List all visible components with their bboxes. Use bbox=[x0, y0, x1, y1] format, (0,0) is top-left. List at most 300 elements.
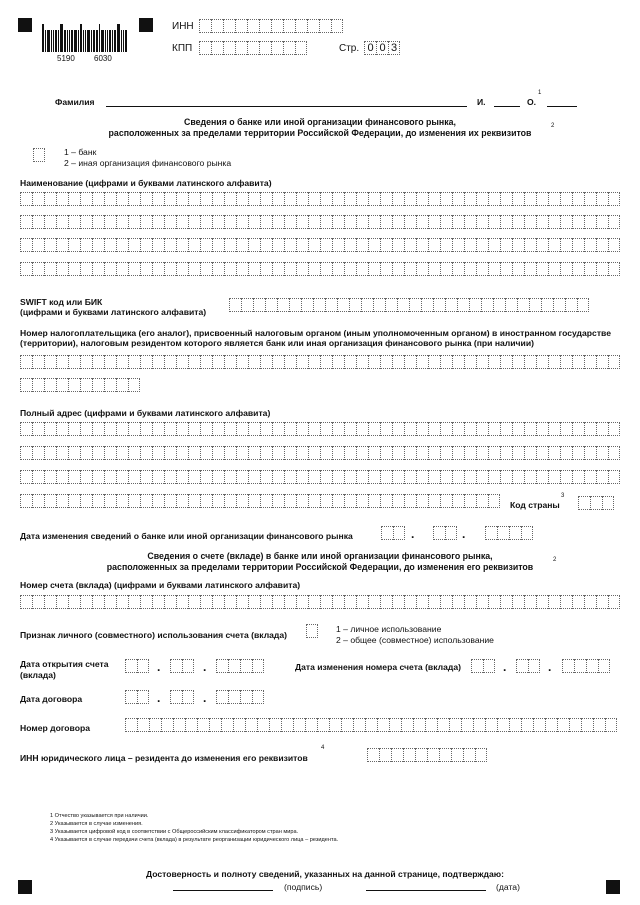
cell[interactable] bbox=[464, 470, 476, 484]
cell[interactable] bbox=[521, 526, 533, 540]
cell[interactable] bbox=[344, 422, 356, 436]
cell[interactable] bbox=[433, 298, 445, 312]
cell[interactable] bbox=[308, 595, 320, 609]
cell[interactable] bbox=[368, 238, 380, 252]
cell[interactable] bbox=[224, 422, 236, 436]
cell[interactable] bbox=[56, 262, 68, 276]
cell[interactable] bbox=[56, 378, 68, 392]
cell[interactable] bbox=[170, 659, 182, 673]
cell[interactable] bbox=[116, 494, 128, 508]
cell[interactable] bbox=[608, 422, 620, 436]
cell[interactable] bbox=[236, 355, 248, 369]
cell[interactable] bbox=[392, 238, 404, 252]
cell[interactable] bbox=[471, 659, 483, 673]
cell[interactable] bbox=[92, 470, 104, 484]
cell[interactable] bbox=[32, 494, 44, 508]
cell[interactable] bbox=[257, 718, 269, 732]
cell[interactable] bbox=[176, 355, 188, 369]
cell[interactable] bbox=[176, 238, 188, 252]
cell[interactable] bbox=[188, 262, 200, 276]
cell[interactable] bbox=[404, 238, 416, 252]
cell[interactable] bbox=[223, 19, 235, 33]
cell[interactable] bbox=[209, 718, 221, 732]
cell[interactable] bbox=[92, 446, 104, 460]
cell[interactable] bbox=[320, 422, 332, 436]
cell[interactable] bbox=[301, 298, 313, 312]
cell[interactable] bbox=[416, 595, 428, 609]
cell[interactable] bbox=[440, 446, 452, 460]
cell[interactable] bbox=[20, 378, 32, 392]
cell[interactable] bbox=[404, 446, 416, 460]
cell[interactable] bbox=[140, 422, 152, 436]
signature-input[interactable] bbox=[173, 890, 273, 891]
cell[interactable] bbox=[344, 238, 356, 252]
cell[interactable] bbox=[488, 215, 500, 229]
cell[interactable] bbox=[235, 19, 247, 33]
cell[interactable] bbox=[259, 41, 271, 55]
cell[interactable] bbox=[548, 215, 560, 229]
cell[interactable] bbox=[356, 595, 368, 609]
cell[interactable] bbox=[509, 718, 521, 732]
cell[interactable] bbox=[524, 422, 536, 436]
cell[interactable] bbox=[296, 494, 308, 508]
cell[interactable] bbox=[228, 659, 240, 673]
cell[interactable] bbox=[152, 262, 164, 276]
cell[interactable] bbox=[584, 192, 596, 206]
cell[interactable] bbox=[284, 355, 296, 369]
cell[interactable] bbox=[452, 238, 464, 252]
cell[interactable] bbox=[236, 215, 248, 229]
cell[interactable] bbox=[44, 595, 56, 609]
cell[interactable] bbox=[577, 298, 589, 312]
cell[interactable] bbox=[284, 494, 296, 508]
cell[interactable] bbox=[557, 718, 569, 732]
cell[interactable] bbox=[188, 422, 200, 436]
cell[interactable] bbox=[368, 446, 380, 460]
cell[interactable] bbox=[80, 470, 92, 484]
cell[interactable] bbox=[199, 41, 211, 55]
cell[interactable] bbox=[373, 298, 385, 312]
contract-date-day[interactable] bbox=[125, 690, 149, 704]
cell[interactable] bbox=[248, 262, 260, 276]
cell[interactable] bbox=[368, 215, 380, 229]
cell[interactable] bbox=[224, 238, 236, 252]
cell[interactable] bbox=[260, 470, 272, 484]
cell[interactable] bbox=[116, 192, 128, 206]
cell[interactable] bbox=[500, 215, 512, 229]
cell[interactable] bbox=[228, 690, 240, 704]
cell[interactable] bbox=[320, 355, 332, 369]
cell[interactable] bbox=[236, 238, 248, 252]
cell[interactable] bbox=[367, 748, 379, 762]
cell[interactable] bbox=[32, 355, 44, 369]
cell[interactable] bbox=[253, 298, 265, 312]
cell[interactable] bbox=[284, 446, 296, 460]
cell[interactable] bbox=[476, 494, 488, 508]
cell[interactable] bbox=[128, 422, 140, 436]
cell[interactable] bbox=[488, 238, 500, 252]
cell[interactable] bbox=[188, 595, 200, 609]
cell[interactable] bbox=[344, 215, 356, 229]
cell[interactable] bbox=[200, 470, 212, 484]
cell[interactable] bbox=[245, 718, 257, 732]
cell[interactable] bbox=[212, 355, 224, 369]
cell[interactable] bbox=[236, 595, 248, 609]
cell[interactable] bbox=[161, 718, 173, 732]
cell[interactable] bbox=[437, 718, 449, 732]
cell[interactable] bbox=[104, 378, 116, 392]
cell[interactable] bbox=[56, 192, 68, 206]
cell[interactable] bbox=[272, 215, 284, 229]
cell[interactable] bbox=[211, 41, 223, 55]
cell[interactable] bbox=[20, 215, 32, 229]
cell[interactable] bbox=[296, 470, 308, 484]
cell[interactable] bbox=[608, 262, 620, 276]
cell[interactable] bbox=[56, 422, 68, 436]
cell[interactable] bbox=[404, 215, 416, 229]
cell[interactable] bbox=[224, 446, 236, 460]
cell[interactable] bbox=[590, 496, 602, 510]
cell[interactable] bbox=[128, 192, 140, 206]
cell[interactable] bbox=[536, 422, 548, 436]
cell[interactable] bbox=[152, 446, 164, 460]
cell[interactable] bbox=[235, 41, 247, 55]
cell[interactable] bbox=[392, 595, 404, 609]
cell[interactable] bbox=[248, 446, 260, 460]
cell[interactable] bbox=[512, 262, 524, 276]
cell[interactable] bbox=[392, 355, 404, 369]
cell[interactable] bbox=[188, 470, 200, 484]
cell[interactable] bbox=[260, 494, 272, 508]
cell[interactable] bbox=[392, 422, 404, 436]
cell[interactable] bbox=[56, 494, 68, 508]
cell[interactable] bbox=[68, 355, 80, 369]
cell[interactable] bbox=[440, 355, 452, 369]
cell[interactable] bbox=[248, 238, 260, 252]
cell[interactable] bbox=[68, 378, 80, 392]
cell[interactable] bbox=[176, 422, 188, 436]
cell[interactable] bbox=[197, 718, 209, 732]
cell[interactable] bbox=[104, 595, 116, 609]
cell[interactable] bbox=[212, 238, 224, 252]
cell[interactable] bbox=[20, 422, 32, 436]
cell[interactable] bbox=[485, 526, 497, 540]
cell[interactable] bbox=[188, 355, 200, 369]
cell[interactable] bbox=[389, 718, 401, 732]
cell[interactable] bbox=[344, 446, 356, 460]
cell[interactable] bbox=[529, 298, 541, 312]
cell[interactable] bbox=[548, 238, 560, 252]
cell[interactable] bbox=[428, 422, 440, 436]
cell[interactable] bbox=[548, 422, 560, 436]
cell[interactable] bbox=[476, 595, 488, 609]
cell[interactable] bbox=[272, 494, 284, 508]
cell[interactable] bbox=[368, 494, 380, 508]
cell[interactable] bbox=[541, 298, 553, 312]
cell[interactable] bbox=[140, 355, 152, 369]
cell[interactable] bbox=[182, 690, 194, 704]
cell[interactable] bbox=[128, 494, 140, 508]
cell[interactable] bbox=[344, 494, 356, 508]
cell[interactable] bbox=[149, 718, 161, 732]
cell[interactable] bbox=[500, 446, 512, 460]
cell[interactable] bbox=[240, 659, 252, 673]
cell[interactable] bbox=[452, 422, 464, 436]
cell[interactable] bbox=[476, 446, 488, 460]
cell[interactable] bbox=[212, 595, 224, 609]
cell[interactable] bbox=[548, 355, 560, 369]
cell[interactable] bbox=[308, 355, 320, 369]
cell[interactable] bbox=[164, 215, 176, 229]
cell[interactable] bbox=[20, 446, 32, 460]
cell[interactable] bbox=[332, 494, 344, 508]
cell[interactable] bbox=[379, 748, 391, 762]
cell[interactable] bbox=[488, 355, 500, 369]
cell[interactable] bbox=[421, 298, 433, 312]
cell[interactable] bbox=[224, 470, 236, 484]
cell[interactable] bbox=[476, 470, 488, 484]
cell[interactable] bbox=[463, 748, 475, 762]
cell[interactable] bbox=[296, 262, 308, 276]
cell[interactable] bbox=[128, 262, 140, 276]
cell[interactable] bbox=[140, 192, 152, 206]
cell[interactable] bbox=[464, 238, 476, 252]
cell[interactable] bbox=[353, 718, 365, 732]
cell[interactable] bbox=[44, 378, 56, 392]
cell[interactable] bbox=[116, 470, 128, 484]
cell[interactable] bbox=[341, 718, 353, 732]
cell[interactable] bbox=[44, 470, 56, 484]
cell[interactable] bbox=[248, 470, 260, 484]
cell[interactable] bbox=[464, 494, 476, 508]
cell[interactable] bbox=[377, 718, 389, 732]
cell[interactable] bbox=[272, 595, 284, 609]
cell[interactable] bbox=[164, 595, 176, 609]
cell[interactable] bbox=[248, 494, 260, 508]
cell[interactable] bbox=[368, 595, 380, 609]
cell[interactable] bbox=[68, 595, 80, 609]
cell[interactable] bbox=[451, 748, 463, 762]
cell[interactable] bbox=[188, 215, 200, 229]
cell[interactable] bbox=[260, 238, 272, 252]
cell[interactable] bbox=[512, 355, 524, 369]
cell[interactable] bbox=[452, 262, 464, 276]
cell[interactable] bbox=[512, 215, 524, 229]
cell[interactable] bbox=[596, 595, 608, 609]
cell[interactable] bbox=[368, 262, 380, 276]
cell[interactable] bbox=[356, 446, 368, 460]
cell[interactable] bbox=[173, 718, 185, 732]
cell[interactable] bbox=[392, 446, 404, 460]
cell[interactable] bbox=[269, 718, 281, 732]
cell[interactable] bbox=[392, 494, 404, 508]
cell[interactable] bbox=[344, 262, 356, 276]
cell[interactable] bbox=[403, 748, 415, 762]
cell[interactable] bbox=[416, 215, 428, 229]
cell[interactable] bbox=[188, 494, 200, 508]
cell[interactable] bbox=[572, 595, 584, 609]
cell[interactable] bbox=[296, 215, 308, 229]
cell[interactable] bbox=[56, 446, 68, 460]
cell[interactable] bbox=[440, 595, 452, 609]
cell[interactable] bbox=[524, 595, 536, 609]
cell[interactable] bbox=[608, 446, 620, 460]
cell[interactable] bbox=[320, 494, 332, 508]
cell[interactable] bbox=[416, 470, 428, 484]
cell[interactable] bbox=[128, 446, 140, 460]
cell[interactable] bbox=[449, 718, 461, 732]
cell[interactable] bbox=[428, 595, 440, 609]
cell[interactable] bbox=[296, 238, 308, 252]
cell[interactable] bbox=[361, 298, 373, 312]
cell[interactable] bbox=[584, 355, 596, 369]
cell[interactable] bbox=[392, 262, 404, 276]
cell[interactable] bbox=[295, 41, 307, 55]
cell[interactable] bbox=[140, 470, 152, 484]
cell[interactable] bbox=[392, 470, 404, 484]
cell[interactable] bbox=[128, 355, 140, 369]
cell[interactable] bbox=[536, 215, 548, 229]
cell[interactable] bbox=[452, 494, 464, 508]
cell[interactable] bbox=[308, 192, 320, 206]
initial-i-input[interactable] bbox=[494, 106, 520, 107]
cell[interactable] bbox=[427, 748, 439, 762]
cell[interactable] bbox=[605, 718, 617, 732]
cell[interactable] bbox=[284, 595, 296, 609]
cell[interactable] bbox=[272, 238, 284, 252]
cell[interactable] bbox=[560, 215, 572, 229]
number-change-date-day[interactable] bbox=[471, 659, 495, 673]
inn-field[interactable] bbox=[199, 19, 343, 33]
cell[interactable] bbox=[80, 378, 92, 392]
cell[interactable] bbox=[296, 595, 308, 609]
cell[interactable] bbox=[116, 262, 128, 276]
cell[interactable] bbox=[572, 238, 584, 252]
cell[interactable] bbox=[44, 238, 56, 252]
cell[interactable] bbox=[212, 422, 224, 436]
cell[interactable] bbox=[44, 192, 56, 206]
number-change-date-year[interactable] bbox=[562, 659, 610, 673]
cell[interactable] bbox=[608, 238, 620, 252]
cell[interactable] bbox=[380, 215, 392, 229]
cell[interactable] bbox=[200, 215, 212, 229]
cell[interactable] bbox=[92, 422, 104, 436]
cell[interactable] bbox=[260, 215, 272, 229]
cell[interactable] bbox=[216, 659, 228, 673]
cell[interactable] bbox=[32, 378, 44, 392]
cell[interactable] bbox=[584, 238, 596, 252]
cell[interactable] bbox=[224, 192, 236, 206]
cell[interactable] bbox=[332, 238, 344, 252]
cell[interactable] bbox=[488, 446, 500, 460]
cell[interactable] bbox=[92, 494, 104, 508]
cell[interactable] bbox=[416, 238, 428, 252]
cell[interactable] bbox=[392, 215, 404, 229]
cell[interactable] bbox=[260, 446, 272, 460]
cell[interactable] bbox=[140, 446, 152, 460]
cell[interactable] bbox=[380, 238, 392, 252]
cell[interactable] bbox=[233, 718, 245, 732]
cell[interactable] bbox=[500, 262, 512, 276]
cell[interactable] bbox=[485, 718, 497, 732]
cell[interactable] bbox=[428, 192, 440, 206]
cell[interactable] bbox=[212, 494, 224, 508]
cell[interactable] bbox=[528, 659, 540, 673]
cell[interactable] bbox=[452, 470, 464, 484]
bank-name-row-4[interactable] bbox=[20, 262, 620, 276]
cell[interactable] bbox=[500, 192, 512, 206]
cell[interactable] bbox=[572, 262, 584, 276]
cell[interactable] bbox=[272, 470, 284, 484]
cell[interactable] bbox=[248, 192, 260, 206]
country-code-field[interactable] bbox=[578, 496, 614, 510]
number-change-date-month[interactable] bbox=[516, 659, 540, 673]
cell[interactable] bbox=[488, 192, 500, 206]
cell[interactable] bbox=[332, 215, 344, 229]
cell[interactable] bbox=[524, 192, 536, 206]
cell[interactable] bbox=[344, 470, 356, 484]
cell[interactable] bbox=[488, 595, 500, 609]
cell[interactable] bbox=[200, 446, 212, 460]
cell[interactable] bbox=[116, 446, 128, 460]
cell[interactable] bbox=[452, 595, 464, 609]
cell[interactable] bbox=[409, 298, 421, 312]
cell[interactable] bbox=[265, 298, 277, 312]
cell[interactable] bbox=[116, 422, 128, 436]
cell[interactable] bbox=[488, 470, 500, 484]
cell[interactable] bbox=[296, 422, 308, 436]
cell[interactable] bbox=[296, 192, 308, 206]
cell[interactable] bbox=[248, 595, 260, 609]
cell[interactable] bbox=[560, 422, 572, 436]
cell[interactable] bbox=[68, 470, 80, 484]
cell[interactable] bbox=[602, 496, 614, 510]
cell[interactable] bbox=[283, 19, 295, 33]
cell[interactable] bbox=[332, 192, 344, 206]
cell[interactable] bbox=[176, 215, 188, 229]
cell[interactable] bbox=[440, 470, 452, 484]
cell[interactable] bbox=[272, 192, 284, 206]
cell[interactable] bbox=[464, 262, 476, 276]
cell[interactable] bbox=[548, 470, 560, 484]
cell[interactable] bbox=[176, 446, 188, 460]
cell[interactable] bbox=[332, 595, 344, 609]
cell[interactable] bbox=[512, 446, 524, 460]
cell[interactable] bbox=[413, 718, 425, 732]
cell[interactable] bbox=[44, 422, 56, 436]
cell[interactable] bbox=[125, 659, 137, 673]
cell[interactable] bbox=[140, 595, 152, 609]
cell[interactable] bbox=[517, 298, 529, 312]
cell[interactable] bbox=[247, 19, 259, 33]
cell[interactable] bbox=[164, 422, 176, 436]
cell[interactable] bbox=[332, 470, 344, 484]
cell[interactable] bbox=[140, 494, 152, 508]
cell[interactable] bbox=[271, 41, 283, 55]
bank-name-row-2[interactable] bbox=[20, 215, 620, 229]
cell[interactable] bbox=[548, 262, 560, 276]
cell[interactable] bbox=[368, 470, 380, 484]
cell[interactable] bbox=[500, 238, 512, 252]
cell[interactable] bbox=[80, 192, 92, 206]
cell[interactable] bbox=[572, 422, 584, 436]
cell[interactable] bbox=[176, 262, 188, 276]
cell[interactable] bbox=[500, 355, 512, 369]
cell[interactable] bbox=[368, 355, 380, 369]
cell[interactable] bbox=[608, 355, 620, 369]
cell[interactable] bbox=[224, 494, 236, 508]
contract-date-year[interactable] bbox=[216, 690, 264, 704]
